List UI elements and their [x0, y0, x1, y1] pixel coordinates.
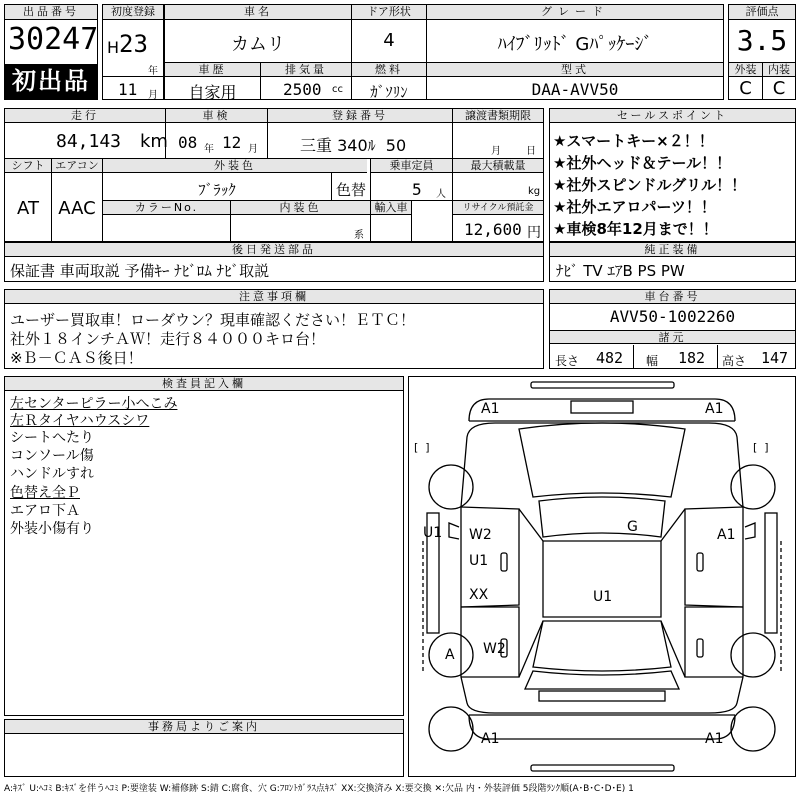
details-box: [4, 108, 544, 242]
dimensions-label: 諸元: [550, 330, 795, 344]
inspector-line: 左センターピラー小へこみ: [10, 396, 178, 412]
inspector-line: ハンドルすれ: [10, 466, 94, 482]
model-value: DAA-AVV50: [531, 80, 619, 99]
recycle-value: 12,600: [464, 220, 522, 239]
capacity-label: 乗車定員: [371, 159, 452, 173]
damage-mark: U1: [593, 589, 613, 605]
transfer-label: 譲渡書類期限: [453, 109, 543, 123]
max-load-label: 最大積載量: [453, 159, 543, 173]
damage-mark: W2: [469, 527, 492, 543]
office-label: 事務局よりご案内: [5, 720, 403, 734]
sales-points-label: セールスポイント: [550, 109, 795, 123]
door-label: ドア形状: [352, 5, 426, 20]
chassis-label: 車台番号: [550, 290, 795, 304]
recycle-unit: 円: [527, 225, 541, 241]
displacement-value: 2500: [283, 80, 322, 99]
first-reg-label: 初度登録: [103, 5, 163, 20]
recycle-label: リサイクル預託金: [453, 201, 543, 215]
door-value: 4: [383, 30, 395, 51]
rating-value: 3.5: [736, 24, 788, 57]
lot-number: 30247: [8, 22, 99, 57]
grade-label: グレード: [427, 5, 723, 20]
inspector-line: エアロ下Ａ: [10, 503, 80, 519]
rating-label: 評価点: [729, 5, 795, 20]
shift-value: AT: [17, 198, 39, 219]
reg-number-value: 三重 340ﾙ 50: [300, 136, 407, 155]
damage-mark: A1: [481, 401, 500, 417]
grade-value: ﾊｲﾌﾞﾘｯﾄﾞ Gﾊﾟｯｹｰｼﾞ: [497, 34, 653, 55]
first-reg-year-unit: 年: [148, 66, 158, 77]
capacity-value: 5: [412, 180, 422, 199]
inspection-month-unit: 月: [248, 144, 258, 155]
inspection-year-unit: 年: [204, 144, 214, 155]
inspector-line: コンソール傷: [10, 448, 94, 464]
first-reg-month-unit: 月: [148, 90, 158, 101]
transfer-day-unit: 日: [526, 146, 536, 157]
height-label: 高さ: [722, 354, 747, 368]
inspection-label: 車検: [166, 109, 267, 123]
exterior-rating-label: 外装: [729, 63, 762, 77]
interior-color-unit: 系: [354, 230, 364, 241]
car-name: カムリ: [231, 34, 285, 55]
damage-mark: U1: [423, 525, 443, 541]
notes-label: 注意事項欄: [5, 290, 543, 304]
sales-point-item: ★車検8年12月まで！！: [553, 220, 718, 238]
sales-point-item: ★社外エアロパーツ！！: [553, 198, 716, 216]
inspection-month: 12: [222, 133, 242, 152]
diagram-bracket: [ ]: [414, 441, 430, 454]
length-value: 482: [596, 349, 624, 367]
damage-mark: U1: [469, 553, 489, 569]
damage-mark: A1: [705, 401, 724, 417]
repaint-label: 色替: [335, 181, 366, 199]
sales-point-item: ★社外ヘッド＆テール！！: [553, 154, 732, 172]
aircon-value: AAC: [58, 198, 96, 219]
aircon-label: エアコン: [52, 159, 102, 173]
later-parts-value: 保証書 車両取説 予備ｷｰ ﾅﾋﾞﾛﾑ ﾅﾋﾞ取説: [10, 262, 270, 280]
transfer-month-unit: 月: [491, 146, 501, 157]
damage-mark: A1: [705, 731, 724, 747]
width-label: 幅: [646, 354, 659, 368]
later-parts-label: 後日発送部品: [5, 243, 543, 257]
notes-line: ※Ｂ－ＣＡＳ後日！: [10, 349, 143, 367]
width-value: 182: [678, 349, 706, 367]
inspector-line: シートへたり: [10, 430, 94, 446]
import-label: 輸入車: [371, 201, 411, 215]
inspector-line: 色替え全Ｐ: [10, 485, 80, 501]
history-label: 車歴: [165, 63, 260, 77]
damage-mark: W2: [483, 641, 506, 657]
car-outline: [409, 377, 795, 776]
equipment-value: ﾅﾋﾞ TV ｴｱB PS PW: [556, 262, 685, 280]
interior-rating-label: 内装: [763, 63, 795, 77]
height-value: 147: [761, 349, 789, 367]
displacement-label: 排気量: [261, 63, 351, 77]
damage-mark: A1: [481, 731, 500, 747]
damage-mark: A1: [717, 527, 736, 543]
chassis-value: AVV50-1002260: [609, 307, 736, 326]
damage-mark: XX: [469, 587, 489, 603]
exterior-color-label: 外装色: [103, 159, 367, 173]
damage-mark: A: [445, 647, 455, 663]
shift-label: シフト: [5, 159, 51, 173]
model-label: 型式: [427, 63, 723, 77]
first-reg-year: 23: [119, 30, 148, 58]
diagram-bracket: [ ]: [753, 441, 769, 454]
interior-color-label: 内装色: [231, 201, 370, 215]
mileage-unit: km: [140, 131, 168, 152]
inspector-line: 外装小傷有り: [10, 521, 94, 537]
color-no-label: カラーNo.: [103, 201, 230, 215]
sales-point-item: ★社外スピンドルグリル！！: [553, 176, 747, 194]
capacity-unit: 人: [436, 189, 446, 200]
car-name-label: 車名: [165, 5, 351, 20]
mileage-value: 84,143: [56, 131, 122, 152]
exterior-rating: C: [739, 78, 752, 99]
damage-mark: G: [627, 519, 638, 535]
sales-point-item: ★スマートキー×２！！: [553, 132, 714, 150]
first-listing-badge: 初出品: [5, 64, 97, 99]
fuel-value: ｶﾞｿﾘﾝ: [370, 83, 408, 101]
inspection-year: 08: [178, 133, 198, 152]
equipment-label: 純正装備: [550, 243, 795, 257]
lot-label: 出品番号: [5, 5, 97, 20]
inspector-label: 検査員記入欄: [5, 377, 403, 391]
notes-line: ユーザー買取車！ローダウン？現車確認ください！ＥＴＣ！: [10, 311, 416, 329]
notes-line: 社外１８インチＡＷ！走行８４０００キロ台！: [10, 330, 326, 348]
reg-number-label: 登録番号: [268, 109, 452, 123]
max-load-unit: kg: [528, 186, 541, 197]
history-value: 自家用: [188, 83, 237, 102]
mileage-label: 走行: [5, 109, 165, 123]
length-label: 長さ: [555, 354, 580, 368]
interior-rating: C: [772, 78, 786, 99]
fuel-label: 燃料: [352, 63, 426, 77]
exterior-color-value: ﾌﾞﾗｯｸ: [198, 181, 236, 199]
damage-diagram: [408, 376, 796, 777]
first-reg-era: H: [107, 38, 120, 57]
legend: A:ｷｽﾞ U:ﾍｺﾐ B:ｷｽﾞを伴うﾍｺﾐ P:要塗装 W:補修跡 S:錆 C:腐食、穴 G:ﾌﾛﾝﾄｶﾞﾗｽ点ｷｽﾞ XX:交換済み X:要交換 ✕:欠品 内・外装評価 5段階ﾗﾝｸ順(A･B･C･D･E) 1: [4, 784, 634, 794]
displacement-unit: cc: [332, 84, 343, 95]
inspector-line: 左Ｒタイヤハウスシワ: [10, 413, 150, 429]
first-reg-month: 11: [118, 80, 138, 99]
